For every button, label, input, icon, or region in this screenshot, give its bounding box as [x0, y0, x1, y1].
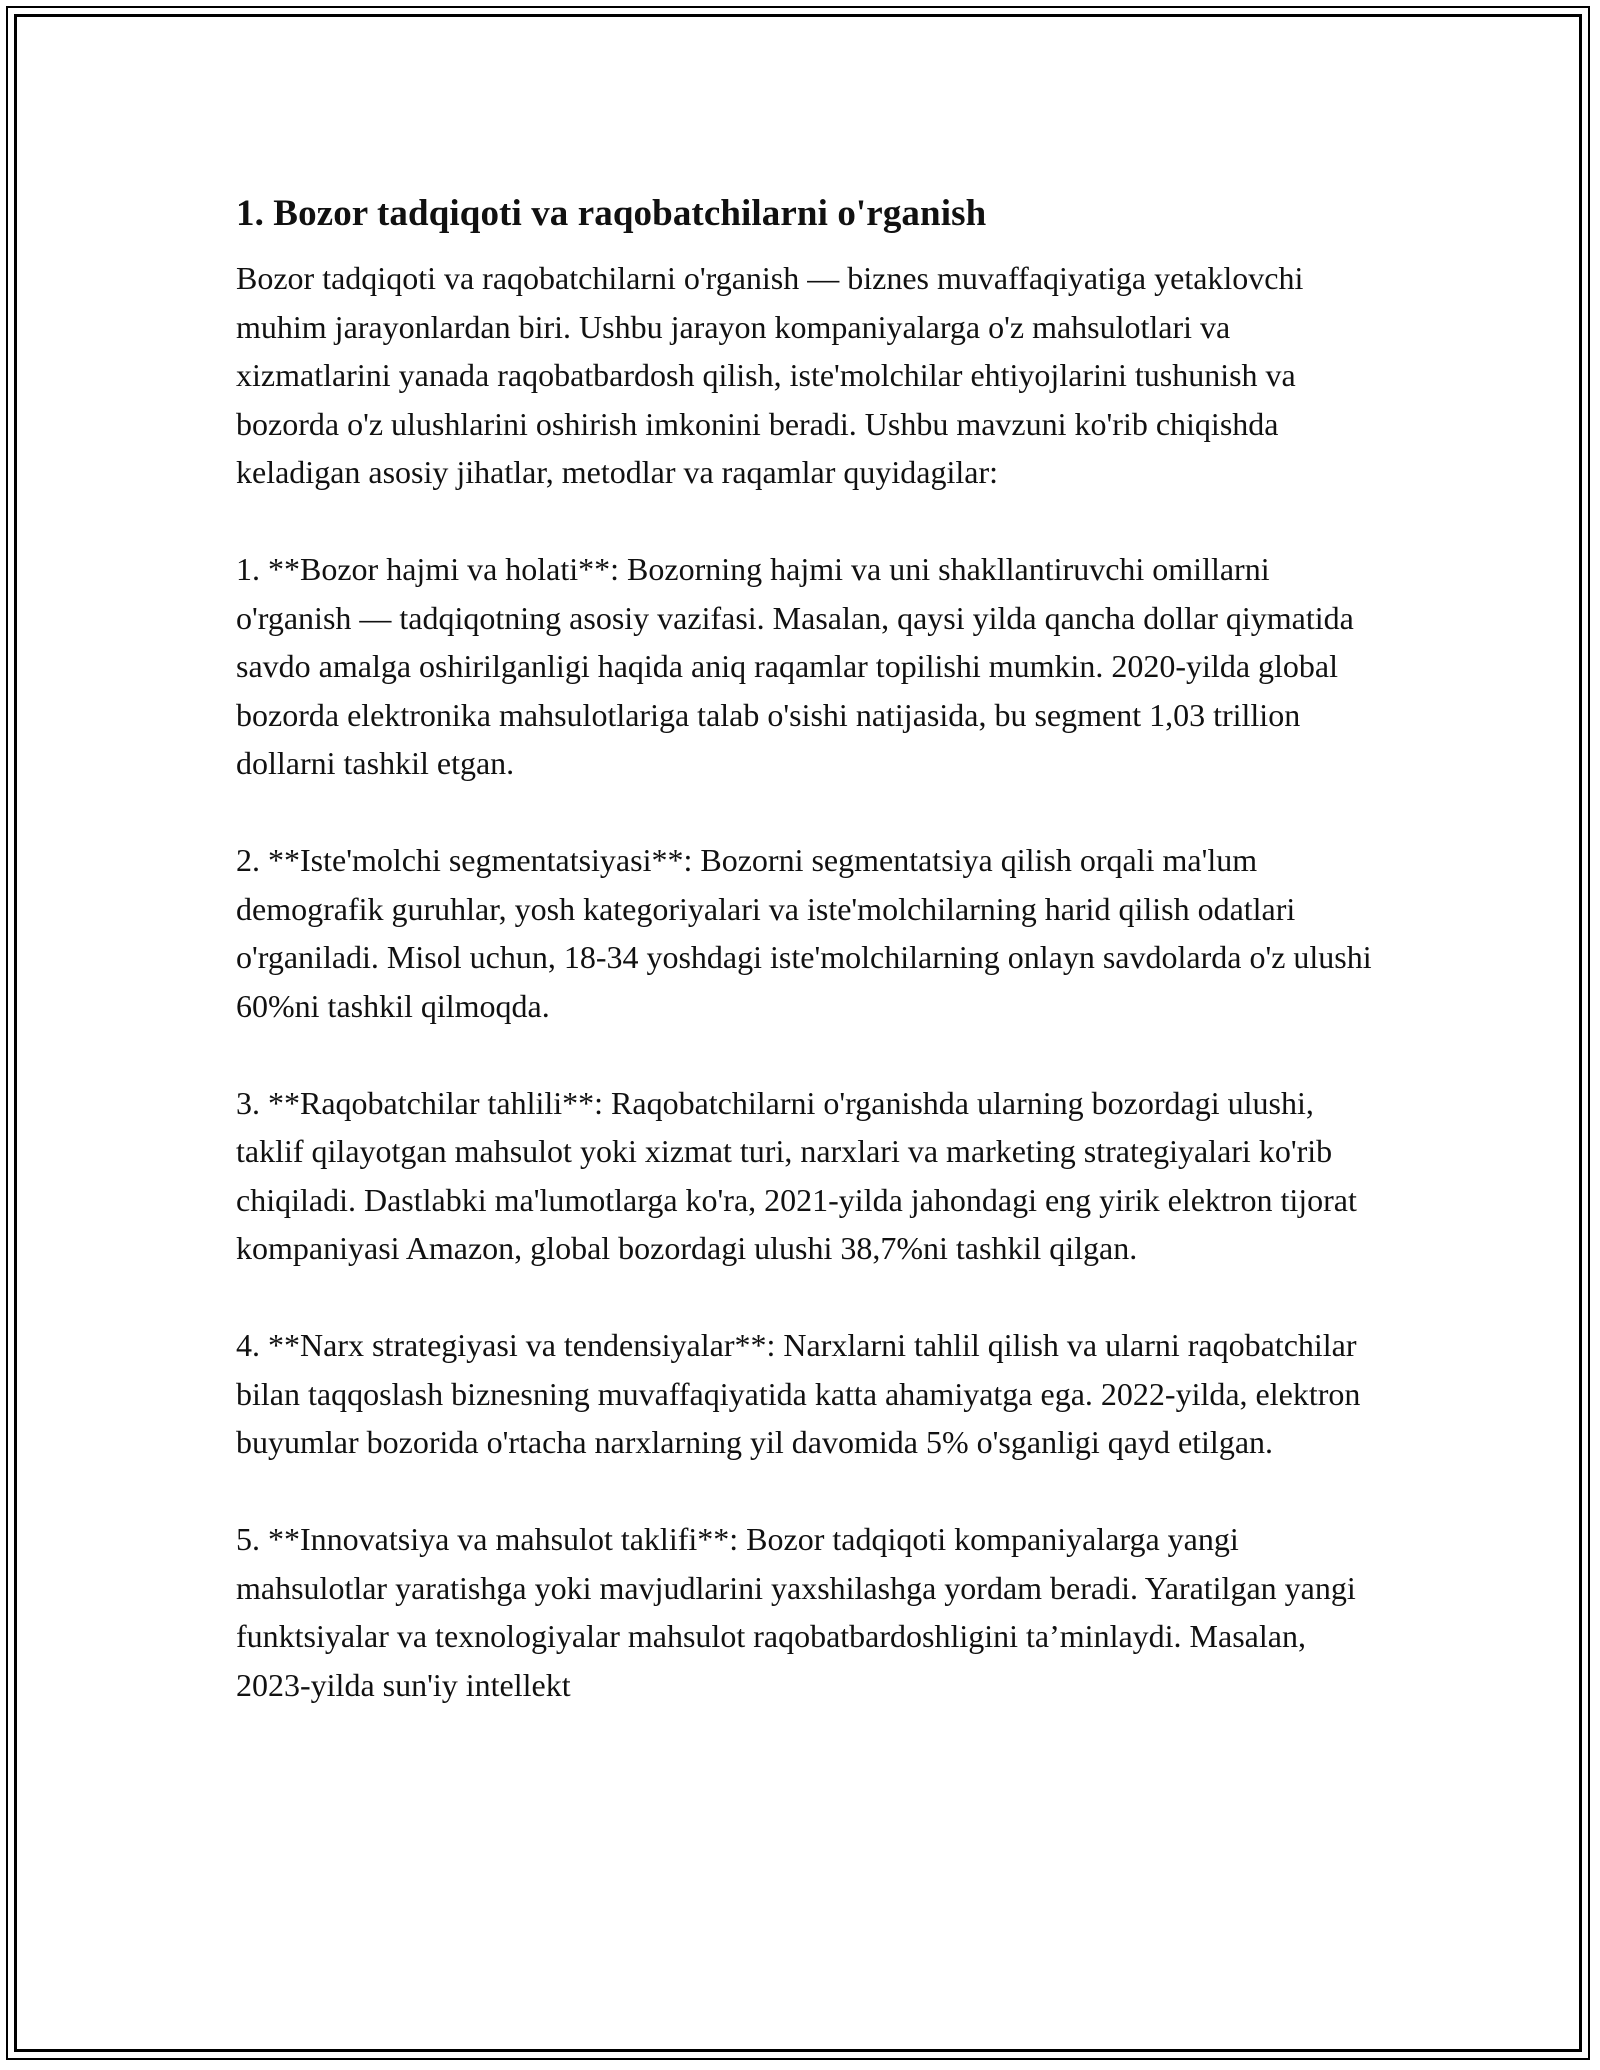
list-item-consumer-segmentation: 2. **Iste'molchi segmentatsiyasi**: Bozorni segmentatsiya qilish orqali ma'lum demografik guruhlar, yosh kategoriyalari va iste'molchilarning harid qilish odatlari o'rganiladi. Misol uchun, 18-34 yoshdagi iste'molchilarning onlayn savdolarda o'z ulushi 60%ni tashkil qilmoqda. — [236, 842, 1372, 1024]
section-heading: 1. Bozor tadqiqoti va raqobatchilarni o'rganish — [236, 193, 987, 234]
intro-paragraph: Bozor tadqiqoti va raqobatchilarni o'rganish — biznes muvaffaqiyatiga yetaklovchi muhim jarayonlardan biri. Ushbu jarayon kompaniyalarga o'z mahsulotlari va xizmatlarini yanada raqobatbardosh qilish, iste'molchilar ehtiyojlarini tushunish va bozorda o'z ulushlarini oshirish imkonini beradi. Ushbu mavzuni ko'rib chiqishda keladigan asosiy jihatlar, metodlar va raqamlar quyidagilar: — [236, 260, 1304, 490]
list-item-competitor-analysis: 3. **Raqobatchilar tahlili**: Raqobatchilarni o'rganishda ularning bozordagi ulushi, taklif qilayotgan mahsulot yoki xizmat turi, narxlari va marketing strategiyalari ko'rib chiqiladi. Dastlabki ma'lumotlarga ko'ra, 2021-yilda jahondagi eng yirik elektron tijorat kompaniyasi Amazon, global bozordagi ulushi 38,7%ni tashkil qilgan. — [236, 1084, 1357, 1266]
list-item-innovation: 5. **Innovatsiya va mahsulot taklifi**: Bozor tadqiqoti kompaniyalarga yangi mahsulotlar yaratishga yoki mavjudlarini yaxshilashga yordam beradi. Yaratilgan yangi funktsiyalar va texnologiyalar mahsulot raqobatbardoshligini ta’minlaydi. Masalan, 2023-yilda sun'iy intellekt — [236, 1521, 1356, 1703]
list-item-price-strategy: 4. **Narx strategiyasi va tendensiyalar**: Narxlarni tahlil qilish va ularni raqobatchilar bilan taqqoslash biznesning muvaffaqiyatida katta ahamiyatga ega. 2022-yilda, elektron buyumlar bozorida o'rtacha narxlarning yil davomida 5% o'sganligi qayd etilgan. — [236, 1327, 1361, 1460]
document-body — [236, 186, 1376, 1709]
list-item-market-size: 1. **Bozor hajmi va holati**: Bozorning hajmi va uni shakllantiruvchi omillarni o'rganish — tadqiqotning asosiy vazifasi. Masalan, qaysi yilda qancha dollar qiymatida savdo amalga oshirilganligi haqida aniq raqamlar topilishi mumkin. 2020-yilda global bozorda elektronika mahsulotlariga talab o'sishi natijasida, bu segment 1,03 trillion dollarni tashkil etgan. — [236, 551, 1354, 781]
